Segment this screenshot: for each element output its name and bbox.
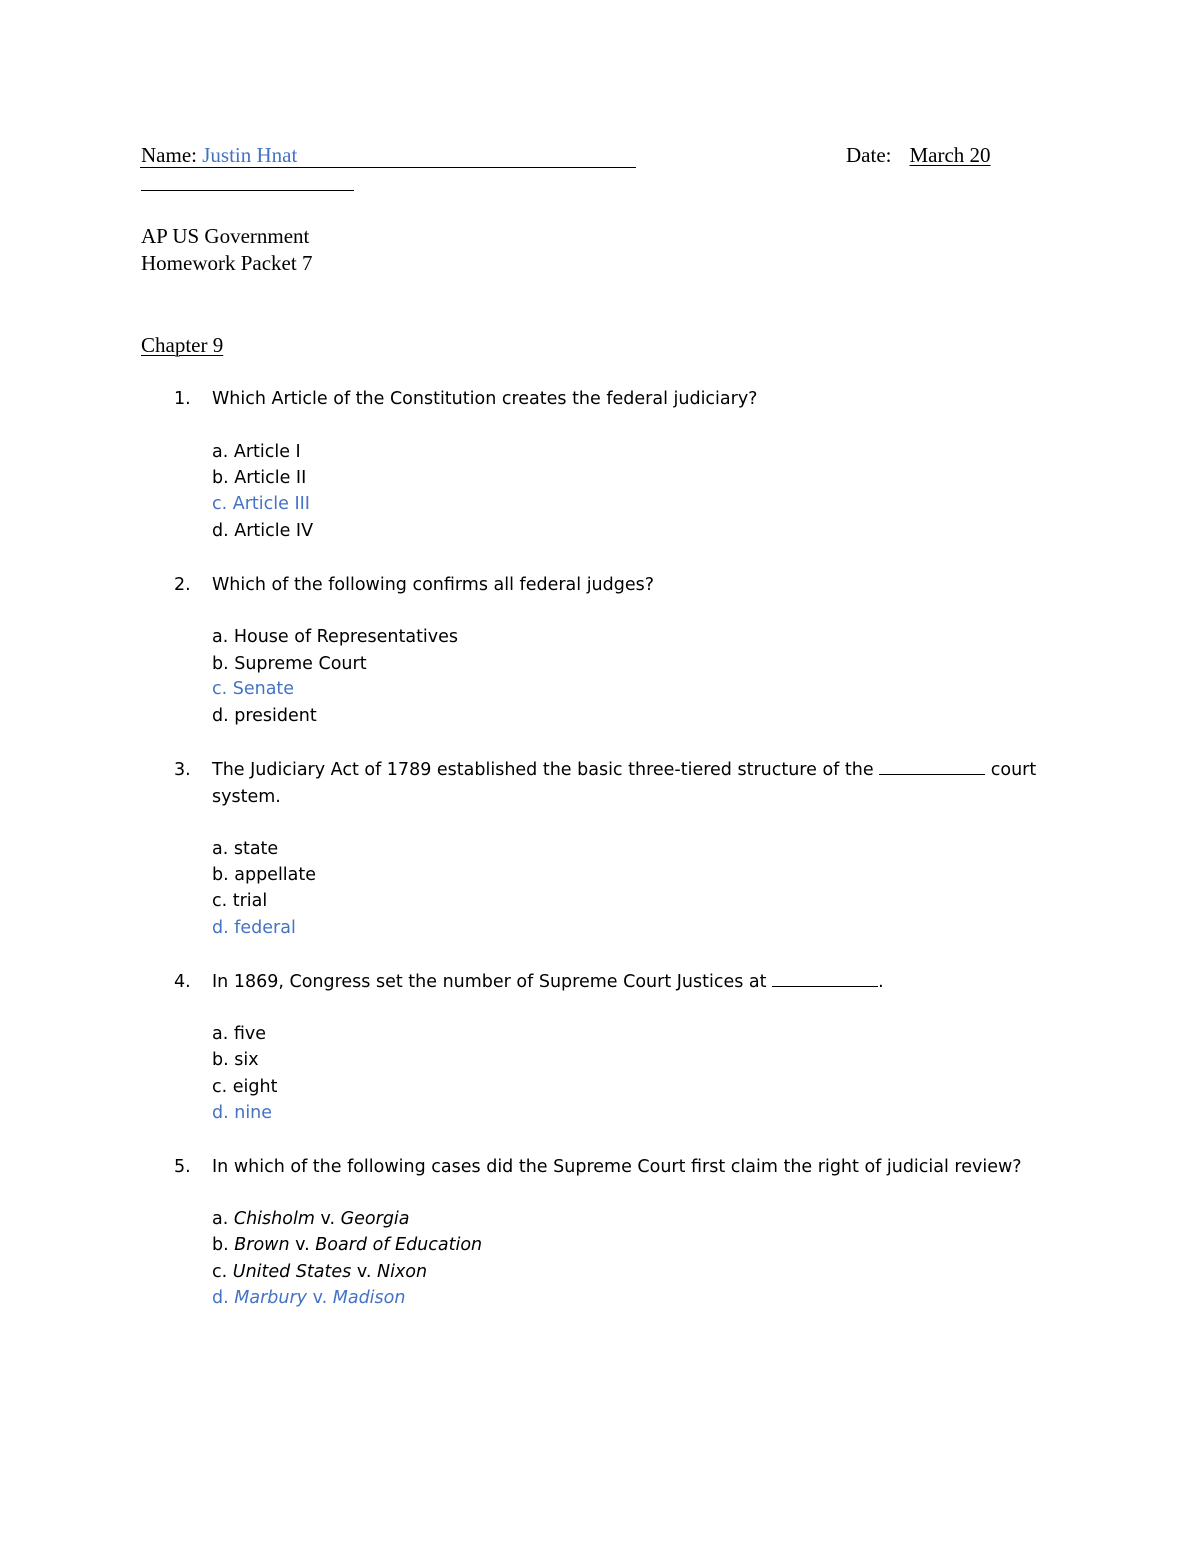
question-4-option-a[interactable]: a. five bbox=[212, 1024, 266, 1044]
question-3-option-d-answer[interactable]: d. federal bbox=[212, 918, 296, 938]
question-4-blank bbox=[772, 970, 878, 987]
name-value[interactable]: Justin Hnat bbox=[202, 143, 298, 167]
question-3-option-a[interactable]: a. state bbox=[212, 839, 279, 859]
date-row bbox=[846, 142, 991, 169]
question-4-text: In 1869, Congress set the number of Supreme Court Justices at . bbox=[212, 972, 884, 992]
question-2-text: Which of the following confirms all federal judges? bbox=[212, 575, 655, 595]
question-3-option-c[interactable]: c. trial bbox=[212, 891, 268, 911]
question-2-number: 2. bbox=[174, 575, 191, 595]
question-5-option-b[interactable]: b. Brown v. Board of Education bbox=[212, 1235, 483, 1255]
question-5-option-a[interactable]: a. Chisholm v. Georgia bbox=[212, 1209, 410, 1229]
name-label: Name: bbox=[141, 143, 197, 167]
name-row bbox=[141, 142, 297, 169]
question-1-text: Which Article of the Constitution creates the federal judiciary? bbox=[212, 389, 758, 409]
question-2-option-a[interactable]: a. House of Representatives bbox=[212, 627, 459, 647]
question-3-text: The Judiciary Act of 1789 established the basic three-tiered structure of the court system. bbox=[212, 760, 1037, 807]
course-title: AP US Government bbox=[141, 224, 310, 248]
question-4-number: 4. bbox=[174, 972, 191, 992]
question-5-number: 5. bbox=[174, 1157, 191, 1177]
packet-title: Homework Packet 7 bbox=[141, 251, 313, 275]
question-1-option-b[interactable]: b. Article II bbox=[212, 468, 307, 488]
question-2-option-c-answer[interactable]: c. Senate bbox=[212, 679, 295, 699]
date-value[interactable]: March 20 bbox=[909, 143, 991, 167]
question-5-option-d-answer[interactable]: d. Marbury v. Madison bbox=[212, 1288, 406, 1308]
question-4-option-d-answer[interactable]: d. nine bbox=[212, 1103, 273, 1123]
question-5-option-c[interactable]: c. United States v. Nixon bbox=[212, 1262, 428, 1282]
question-3-blank bbox=[879, 758, 985, 775]
chapter-heading: Chapter 9 bbox=[141, 333, 224, 357]
question-5-text: In which of the following cases did the Supreme Court first claim the right of judicial review? bbox=[212, 1157, 1022, 1177]
question-4-option-c[interactable]: c. eight bbox=[212, 1077, 278, 1097]
question-4-option-b[interactable]: b. six bbox=[212, 1050, 259, 1070]
question-1-option-d[interactable]: d. Article IV bbox=[212, 521, 314, 541]
question-2-option-d[interactable]: d. president bbox=[212, 706, 317, 726]
date-continuation-rule bbox=[141, 190, 354, 191]
question-2-option-b[interactable]: b. Supreme Court bbox=[212, 654, 367, 674]
question-1-option-a[interactable]: a. Article I bbox=[212, 442, 301, 462]
date-label: Date: bbox=[846, 143, 892, 167]
question-1-option-c-answer[interactable]: c. Article III bbox=[212, 494, 310, 514]
question-3-option-b[interactable]: b. appellate bbox=[212, 865, 317, 885]
question-1-number: 1. bbox=[174, 389, 191, 409]
question-3-number: 3. bbox=[174, 760, 191, 780]
